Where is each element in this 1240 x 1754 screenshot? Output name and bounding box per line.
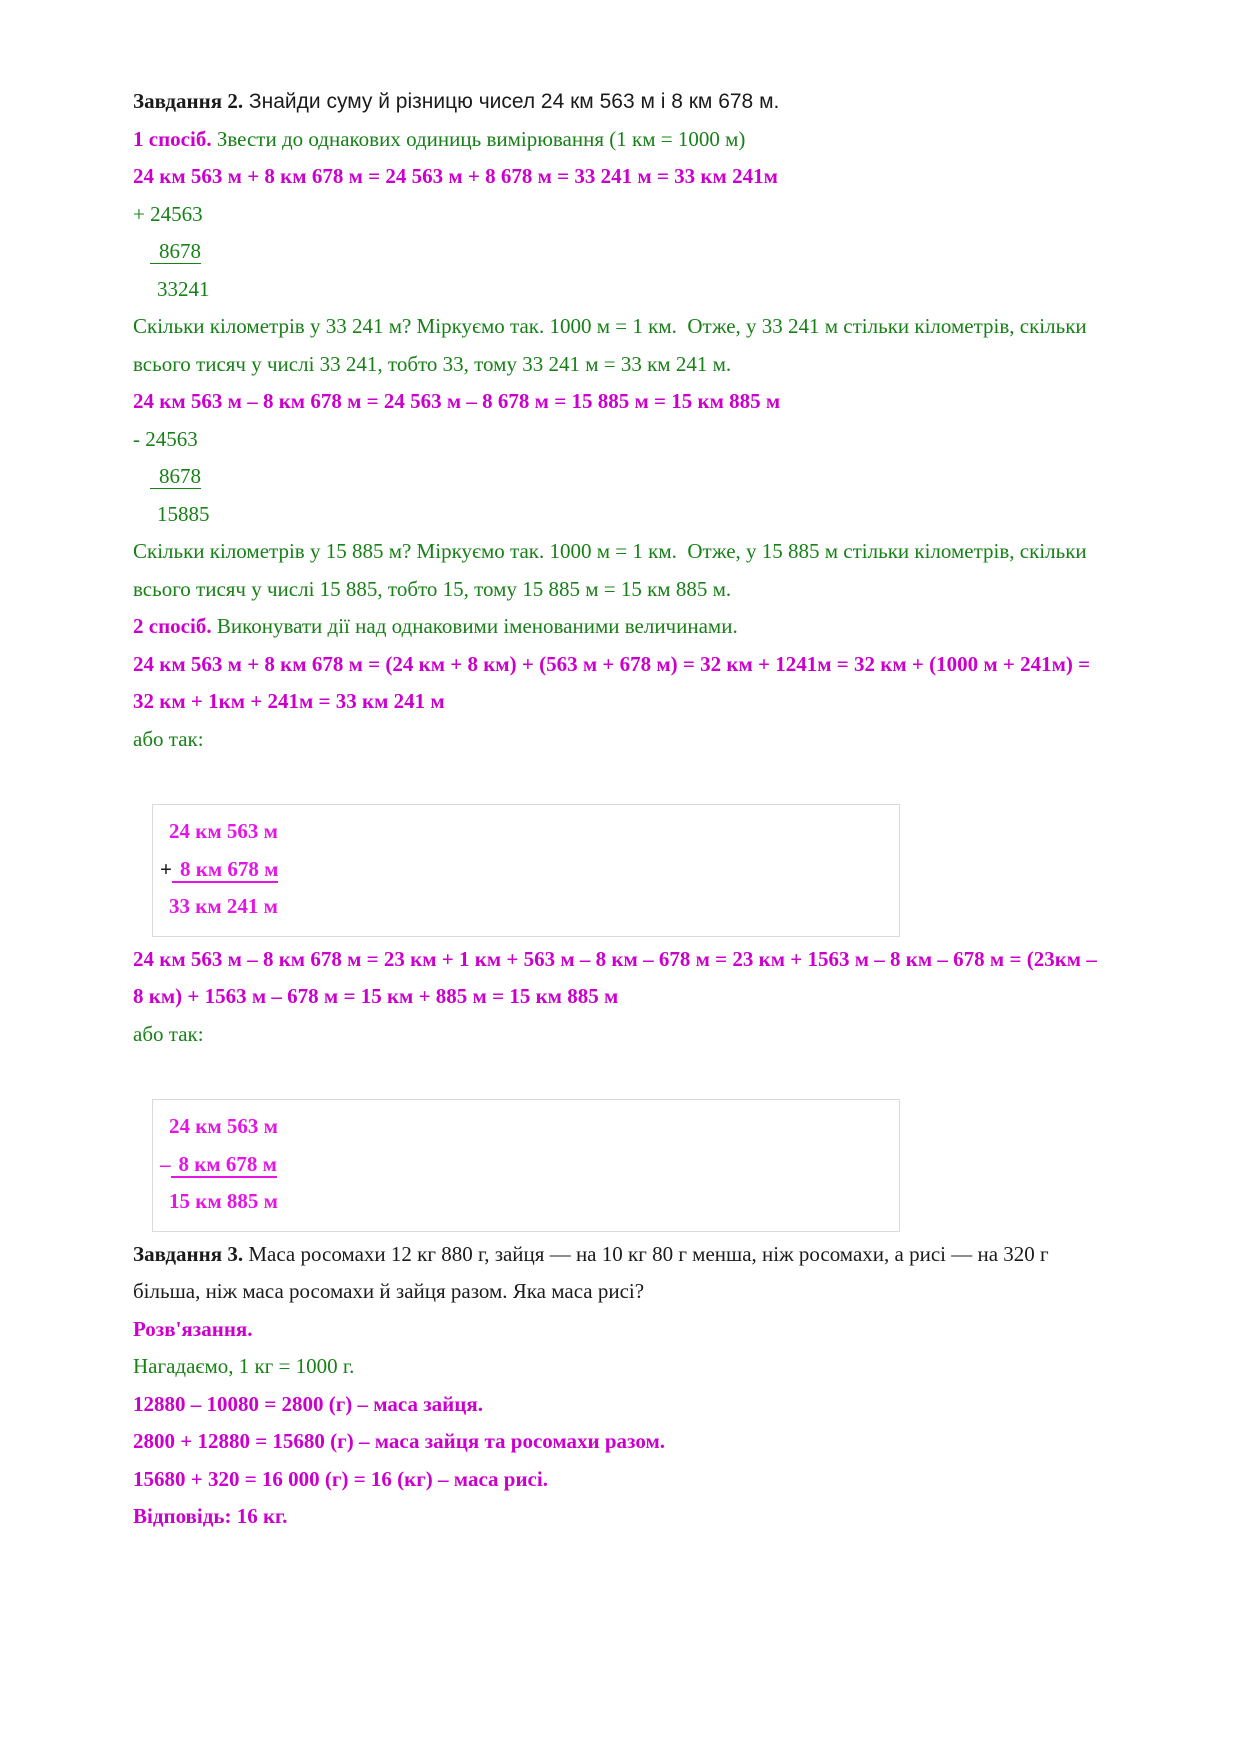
method1-label: 1 спосіб. bbox=[133, 126, 212, 151]
sum-column-box bbox=[152, 804, 900, 937]
subtraction-column-operand1: - 24563 bbox=[133, 426, 198, 451]
diff-box-minus-sign: – bbox=[160, 1151, 171, 1176]
diff-note-line2: всього тисяч у числі 15 885, тобто 15, тому 15 885 м = 15 км 885 м. bbox=[133, 576, 732, 601]
method2-description: Виконувати дії над однаковими іменованими величинами. bbox=[211, 614, 738, 638]
solution-step3: 15680 + 320 = 16 000 (г) = 16 (кг) – маса рисі. bbox=[133, 1466, 548, 1491]
addition-column-result: 33241 bbox=[157, 276, 210, 301]
sum-note-line1: Скільки кілометрів у 33 241 м? Міркуємо так. 1000 м = 1 км. Отже, у 33 241 м стільки кілометрів, скільки bbox=[133, 314, 1087, 338]
method1-heading bbox=[133, 121, 1152, 159]
sum-box-line3: 33 км 241 м bbox=[169, 894, 278, 918]
task3-title: Завдання 3. bbox=[133, 1241, 244, 1266]
diff-box-line2-value: 8 км 678 м bbox=[171, 1152, 277, 1178]
subtraction-column-operand2-value: 8678 bbox=[150, 464, 201, 489]
task3-section bbox=[133, 1236, 1152, 1536]
task3-heading bbox=[133, 1236, 1152, 1274]
addition-column-operand1: + 24563 bbox=[133, 201, 203, 226]
diff-column-box bbox=[152, 1099, 900, 1232]
method2-sum-equation-line2: 32 км + 1км + 241м = 33 км 241 м bbox=[133, 689, 445, 713]
diff-box-line1: 24 км 563 м bbox=[169, 1114, 278, 1138]
solution-reminder: Нагадаємо, 1 кг = 1000 г. bbox=[133, 1354, 355, 1378]
task2-heading bbox=[133, 83, 1152, 121]
method2-diff-equation-line1: 24 км 563 м – 8 км 678 м = 23 км + 1 км + 563 м – 8 км – 678 м = 23 км + 1563 м – 8 км – 678 м = (23км – bbox=[133, 946, 1097, 971]
method2-sum-equation-line1: 24 км 563 м + 8 км 678 м = (24 км + 8 км) + (563 м + 678 м) = 32 км + 1241м = 32 км + (1000 м + 241м) = bbox=[133, 651, 1091, 676]
addition-column-operand2-value: 8678 bbox=[150, 239, 201, 264]
sum-note-line2: всього тисяч у числі 33 241, тобто 33, тому 33 241 м = 33 км 241 м. bbox=[133, 351, 732, 376]
diff-note-line1: Скільки кілометрів у 15 885 м? Міркуємо так. 1000 м = 1 км. Отже, у 15 885 м стільки кілометрів, скільки bbox=[133, 539, 1087, 563]
subtraction-column-result: 15885 bbox=[157, 501, 210, 526]
task2-statement: Знайди суму й різницю чисел 24 км 563 м і 8 км 678 м. bbox=[243, 90, 780, 113]
task2-title: Завдання 2. bbox=[133, 89, 244, 113]
diff-box-line2 bbox=[160, 1146, 899, 1184]
solution-step1: 12880 – 10080 = 2800 (г) – маса зайця. bbox=[133, 1391, 483, 1416]
method2-diff-equation-line2: 8 км) + 1563 м – 678 м = 15 км + 885 м = 15 км 885 м bbox=[133, 984, 619, 1008]
subtraction-column-operand2 bbox=[150, 458, 1152, 496]
solution-answer: Відповідь: 16 кг. bbox=[133, 1504, 288, 1528]
sum-box-plus-sign: + bbox=[160, 856, 172, 881]
sum-box-line1: 24 км 563 м bbox=[169, 819, 278, 843]
solution-step2: 2800 + 12880 = 15680 (г) – маса зайця та росомахи разом. bbox=[133, 1429, 666, 1453]
method2-label: 2 спосіб. bbox=[133, 614, 212, 638]
solution-label: Розв'язання. bbox=[133, 1316, 253, 1341]
task2-section bbox=[133, 83, 1152, 1232]
method1-sum-equation: 24 км 563 м + 8 км 678 м = 24 563 м + 8 678 м = 33 241 м = 33 км 241м bbox=[133, 164, 778, 188]
or-so-label-1: або так: bbox=[133, 726, 204, 751]
sum-box-line2 bbox=[160, 851, 899, 889]
method2-heading bbox=[133, 608, 1152, 646]
task3-statement-line1: Маса росомахи 12 кг 880 г, зайця — на 10 кг 80 г менша, ніж росомахи, а рисі — на 320 г bbox=[243, 1241, 1049, 1266]
method1-description: Звести до однакових одиниць вимірювання (1 км = 1000 м) bbox=[211, 126, 746, 151]
addition-column-operand2 bbox=[150, 233, 1152, 271]
sum-box-line2-value: 8 км 678 м bbox=[172, 857, 278, 883]
task3-statement-line2: більша, ніж маса росомахи й зайця разом. Яка маса рисі? bbox=[133, 1279, 645, 1303]
or-so-label-2: або так: bbox=[133, 1021, 204, 1046]
method1-diff-equation: 24 км 563 м – 8 км 678 м = 24 563 м – 8 678 м = 15 885 м = 15 км 885 м bbox=[133, 389, 781, 413]
diff-box-line3: 15 км 885 м bbox=[169, 1189, 278, 1213]
